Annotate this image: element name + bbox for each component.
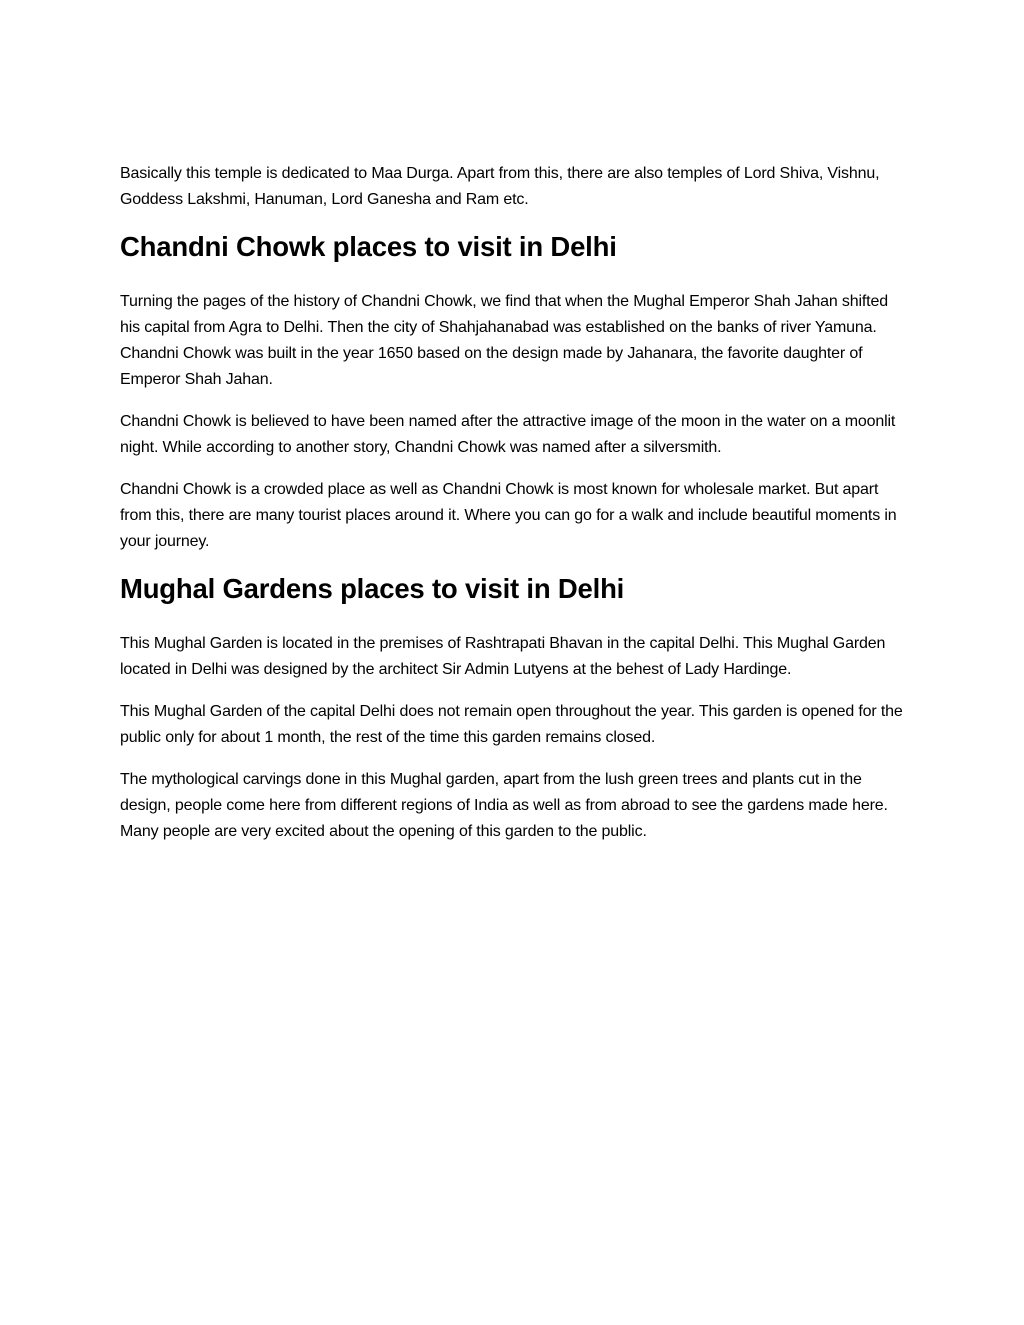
mughal-gardens-paragraph-3: The mythological carvings done in this Mughal garden, apart from the lush green trees and plants cut in the design, people come here from different regions of India as well as from abroad to see the gardens made here. Many people are very excited about the opening of this garden to the public. — [120, 771, 888, 840]
mughal-gardens-paragraph-2: This Mughal Garden of the capital Delhi does not remain open throughout the year. This garden is opened for the public only for about 1 month, the rest of the time this garden remains closed. — [120, 703, 903, 746]
chandni-chowk-paragraph-3: Chandni Chowk is a crowded place as well as Chandni Chowk is most known for wholesale market. But apart from this, there are many tourist places around it. Where you can go for a walk and include beautiful moments in your journey. — [120, 481, 897, 550]
intro-paragraph: Basically this temple is dedicated to Maa Durga. Apart from this, there are also temples of Lord Shiva, Vishnu, Goddess Lakshmi, Hanuman, Lord Ganesha and Ram etc. — [120, 165, 880, 208]
mughal-gardens-paragraph-1: This Mughal Garden is located in the premises of Rashtrapati Bhavan in the capital Delhi. This Mughal Garden located in Delhi was designed by the architect Sir Admin Lutyens at the behest of Lady Hardinge. — [120, 635, 886, 678]
document-page — [120, 161, 910, 861]
chandni-chowk-paragraph-2: Chandni Chowk is believed to have been named after the attractive image of the moon in the water on a moonlit night. While according to another story, Chandni Chowk was named after a silversmith. — [120, 413, 896, 456]
chandni-chowk-paragraph-1: Turning the pages of the history of Chandni Chowk, we find that when the Mughal Emperor Shah Jahan shifted his capital from Agra to Delhi. Then the city of Shahjahanabad was established on the banks of river Yamuna. Chandni Chowk was built in the year 1650 based on the design made by Jahanara, the favorite daughter of Emperor Shah Jahan. — [120, 293, 888, 388]
mughal-gardens-heading: Mughal Gardens places to visit in Delhi — [120, 573, 625, 604]
chandni-chowk-heading: Chandni Chowk places to visit in Delhi — [120, 231, 617, 262]
